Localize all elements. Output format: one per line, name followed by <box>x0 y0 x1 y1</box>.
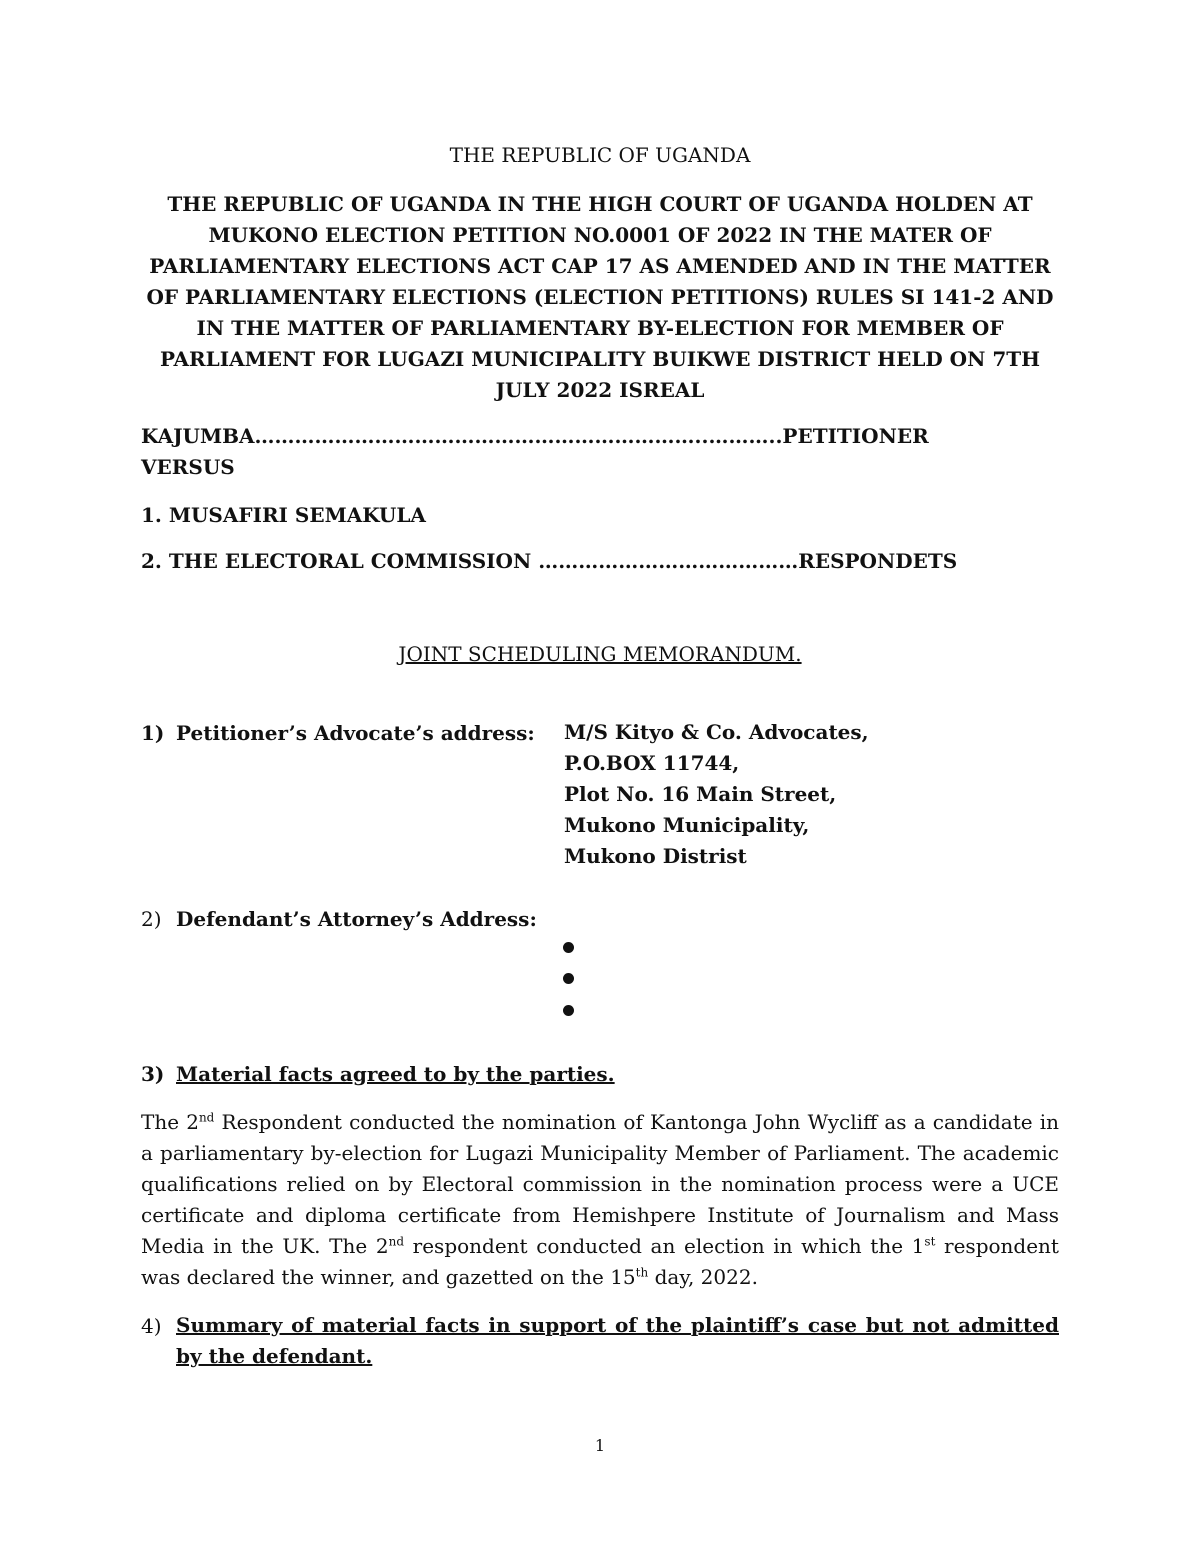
agreed-facts-paragraph <box>141 1107 1059 1293</box>
paragraph-text: respondent conducted an election in which the 1 <box>404 1234 925 1258</box>
bullet-icon <box>563 942 574 953</box>
page-number: 1 <box>594 1436 606 1455</box>
paragraph-text: day, 2022. <box>648 1265 758 1289</box>
case-heading-line: PARLIAMENT FOR LUGAZI MUNICIPALITY BUIKWE DISTRICT HELD ON 7TH <box>159 347 1041 371</box>
bullet-icon <box>563 1005 574 1016</box>
paragraph-text: Respondent conducted the nomination of Kantonga John Wycliff as a candidate in a parliamentary by-election for Lugazi Municipality Member of Parliament. The academic qualifications relied on by Electoral commission in the nomination process were a UCE certificate and diploma certificate from Hemishpere Institute of Journalism and Mass Media in the UK. The 2 <box>141 1110 1059 1258</box>
document-title: THE REPUBLIC OF UGANDA <box>449 143 751 167</box>
item-4-number: 4) <box>141 1314 162 1338</box>
bullet-icon <box>563 973 574 984</box>
item-number <box>141 721 164 745</box>
case-heading-line: MUKONO ELECTION PETITION NO.0001 OF 2022 IN THE MATER OF <box>208 223 992 247</box>
case-heading-line: THE REPUBLIC OF UGANDA IN THE HIGH COURT OF UGANDA HOLDEN AT <box>167 192 1033 216</box>
petitioner-advocate-label: Petitioner’s Advocate’s address: <box>176 721 535 745</box>
paragraph-text: The 2 <box>141 1110 199 1134</box>
item-2-number: 2) <box>141 907 162 931</box>
agreed-facts-heading: Material facts agreed to by the parties. <box>176 1062 615 1086</box>
petitioner-advocate-address <box>564 717 869 872</box>
case-heading <box>120 189 1080 406</box>
ordinal-suffix: st <box>924 1234 936 1249</box>
case-heading-line: JULY 2022 ISREAL <box>495 378 705 402</box>
case-heading-line: OF PARLIAMENTARY ELECTIONS (ELECTION PETITIONS) RULES SI 141-2 AND <box>146 285 1054 309</box>
address-line: P.O.BOX 11744, <box>564 751 740 775</box>
address-line: Mukono Municipality, <box>564 813 810 837</box>
address-line: Plot No. 16 Main Street, <box>564 782 837 806</box>
petitioner-line: KAJUMBA…………………………………………………………..………..PETITIONER <box>141 424 929 448</box>
case-heading-line: IN THE MATTER OF PARLIAMENTARY BY-ELECTION FOR MEMBER OF <box>196 316 1004 340</box>
ordinal-suffix: nd <box>198 1110 215 1125</box>
case-heading-line: PARLIAMENTARY ELECTIONS ACT CAP 17 AS AMENDED AND IN THE MATTER <box>149 254 1051 278</box>
address-line: M/S Kityo & Co. Advocates, <box>564 720 869 744</box>
memorandum-title: JOINT SCHEDULING MEMORANDUM. <box>398 642 802 666</box>
item-1-number: 1) <box>141 721 165 745</box>
plaintiff-facts-heading: Summary of material facts in support of the plaintiff’s case but not admitted by the defendant. <box>176 1313 1059 1368</box>
first-respondent: 1. MUSAFIRI SEMAKULA <box>141 503 426 527</box>
address-line: Mukono Distrist <box>564 844 747 868</box>
ordinal-suffix: nd <box>388 1234 405 1249</box>
item-3-number: 3) <box>141 1062 165 1086</box>
item-number <box>141 1062 164 1086</box>
versus-label: VERSUS <box>141 455 235 479</box>
second-respondent: 2. THE ELECTORAL COMMISSION …………………………………RESPONDETS <box>141 549 958 573</box>
ordinal-suffix: th <box>635 1265 649 1280</box>
defendant-attorney-label: Defendant’s Attorney’s Address: <box>176 907 537 931</box>
paragraph-text: respondent was declared the winner, and gazetted on the 15 <box>141 1234 1059 1289</box>
